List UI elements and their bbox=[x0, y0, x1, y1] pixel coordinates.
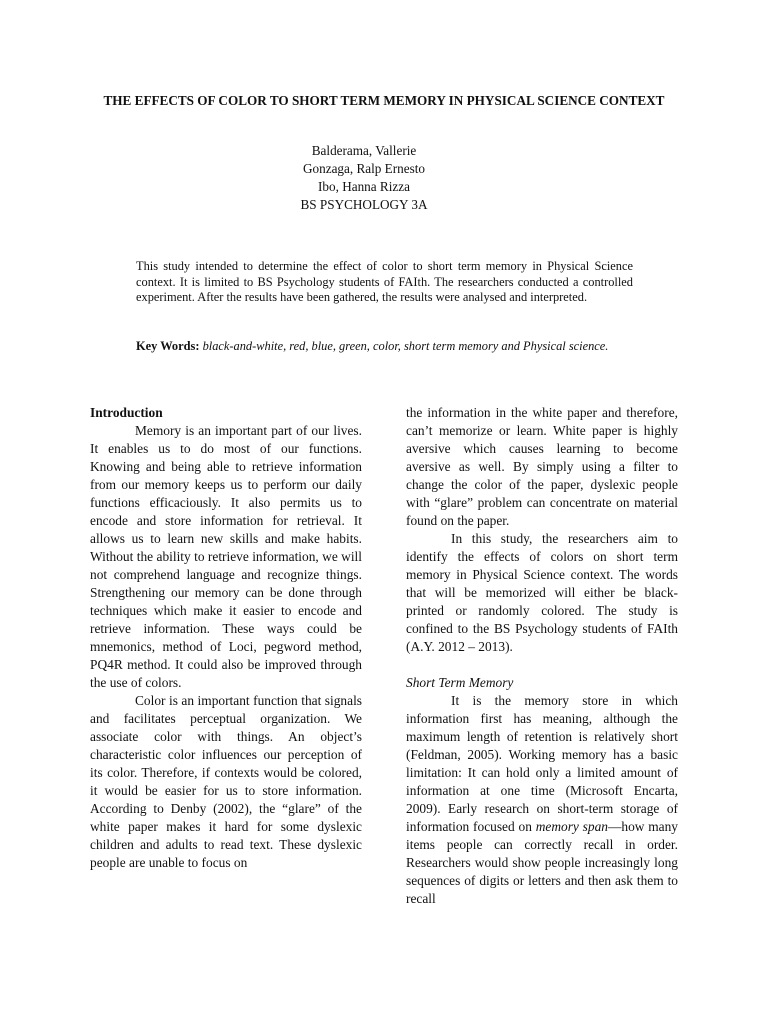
right-column bbox=[406, 404, 678, 908]
paragraph: Color is an important function that signals and facilitates perceptual organization. We associate color with things. An object’s characteristic color influences our perception of its color. Therefore, if contexts would be colored, it would be easier for us to store information. According to Denby (2002), the “glare” of the white paper makes it hard for some dyslexic children and adults to read text. These dyslexic people are unable to focus on bbox=[90, 693, 362, 870]
paragraph: the information in the white paper and therefore, can’t memorize or learn. White paper is highly aversive which causes learning to become aversive as well. By simply using a filter to change the color of the paper, dyslexic people with “glare” problem can concentrate on material found on the paper. bbox=[406, 405, 678, 528]
paragraph: Memory is an important part of our lives. It enables us to do most of our functions. Knowing and being able to retrieve information from our memory keeps us to perform our daily functions efficaciously. It also permits us to encode and store information for retrieval. It allows us to learn new skills and make habits. Without the ability to retrieve information, we will not comprehend language and recognize things. Strengthening our memory can be done through techniques which make it easier to encode and retrieve information. These ways could be mnemonics, method of Loci, pegword method, PQ4R method. It could also be improved through the use of colors. bbox=[90, 423, 362, 690]
keywords-list: black-and-white, red, blue, green, color, short term memory and Physical science. bbox=[202, 339, 609, 353]
keywords-label: Key Words: bbox=[136, 339, 200, 353]
paragraph bbox=[406, 692, 678, 908]
term-memory-span: memory span bbox=[535, 819, 608, 834]
paragraph-text: —how many items people can correctly recall in order. Researchers would show people increasingly long sequences of digits or letters and then ask them to recall bbox=[406, 819, 679, 906]
author-name: Gonzaga, Ralp Ernesto bbox=[303, 161, 425, 176]
paper-title: THE EFFECTS OF COLOR TO SHORT TERM MEMORY IN PHYSICAL SCIENCE CONTEXT bbox=[103, 93, 665, 108]
author-block bbox=[0, 142, 728, 214]
keywords bbox=[136, 338, 633, 354]
author-name: Ibo, Hanna Rizza bbox=[318, 179, 410, 194]
paragraph-text: It is the memory store in which information first has meaning, although the maximum length of retention is relatively short (Feldman, 2005). Working memory has a basic limitation: It can hold only a limited amount of information at one time (Microsoft Encarta, 2009). Early research on short-term storage of information focused on bbox=[406, 693, 678, 834]
author-affiliation: BS PSYCHOLOGY 3A bbox=[300, 197, 428, 212]
paragraph: In this study, the researchers aim to identify the effects of colors on short term memory in Physical Science context. The words that will be memorized will either be black-printed or randomly colored. The study is confined to the BS Psychology students of FAIth (A.Y. 2012 – 2013). bbox=[406, 531, 678, 654]
section-heading-short-term-memory: Short Term Memory bbox=[406, 675, 514, 690]
abstract: This study intended to determine the effect of color to short term memory in Physical Science context. It is limited to BS Psychology students of FAIth. The researchers conducted a controlled experiment. After the results have been gathered, the results were analysed and interpreted. bbox=[136, 259, 633, 305]
section-heading-introduction: Introduction bbox=[90, 405, 163, 420]
left-column bbox=[90, 404, 362, 872]
author-name: Balderama, Vallerie bbox=[311, 143, 417, 158]
